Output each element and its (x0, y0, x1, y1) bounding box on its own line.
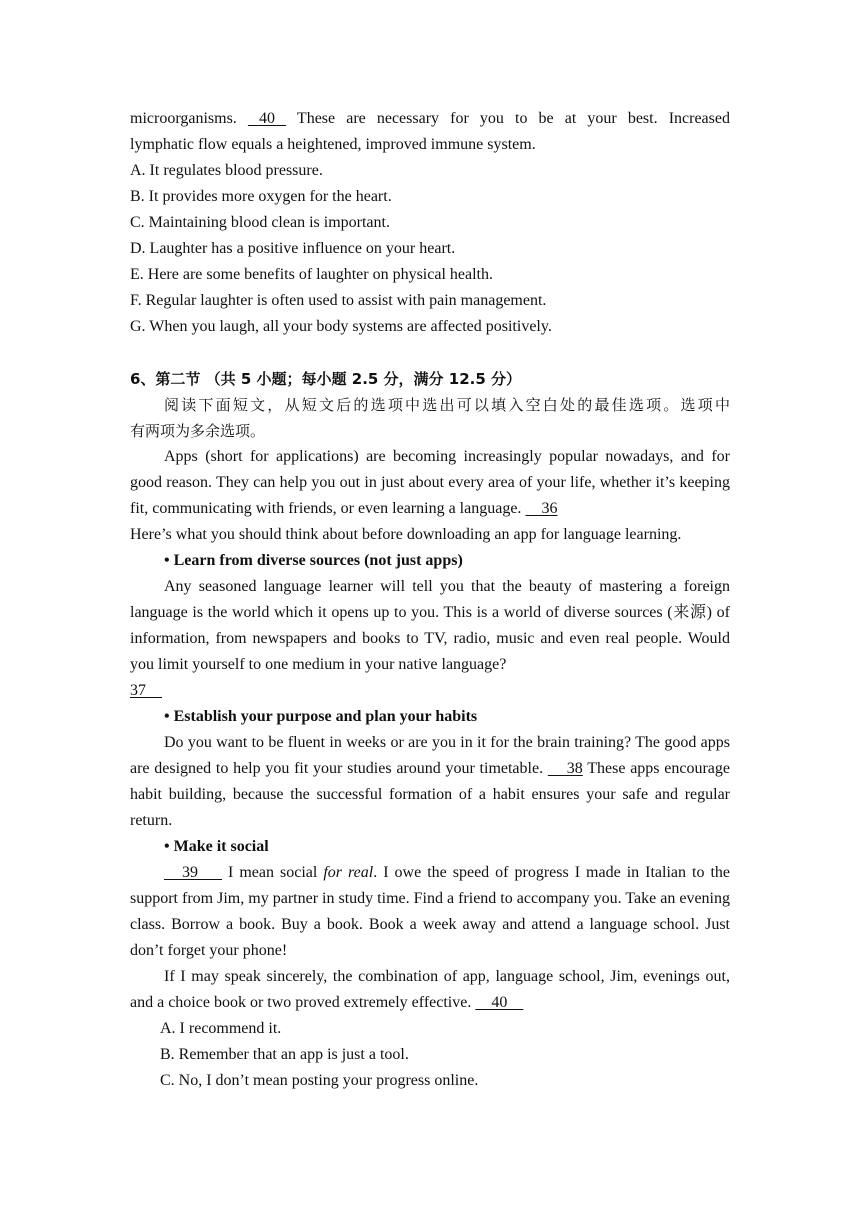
paragraph-4 (130, 860, 730, 964)
blank-40: 40 (475, 994, 524, 1011)
passage1-line2: lymphatic flow equals a heightened, improved immune system. (130, 136, 536, 153)
option-a: A. I recommend it. (160, 1020, 282, 1037)
italic-text: for real (323, 864, 374, 881)
blank-38: 38 (547, 760, 583, 777)
paragraph-text: If I may speak sincerely, the combination of app, language school, Jim, evenings out, and a choice book or two proved extremely effective. (130, 968, 730, 1011)
option-e: E. Here are some benefits of laughter on physical health. (130, 266, 493, 283)
paragraph-3 (130, 730, 730, 834)
paragraph-text: Do you want to be fluent in weeks or are you in it for the brain training? The good apps are designed to help you fit your studies around your timetable. (130, 734, 730, 777)
option-f: F. Regular laughter is often used to assist with pain management. (130, 292, 547, 309)
option-g: G. When you laugh, all your body systems are affected positively. (130, 318, 552, 335)
paragraph-1 (130, 444, 730, 548)
option-b: B. It provides more oxygen for the heart. (130, 188, 392, 205)
blank-39: 39 (164, 864, 223, 881)
passage1-text: microorganisms. (130, 110, 248, 127)
option-c: C. No, I don’t mean posting your progress online. (160, 1072, 479, 1089)
spacer (130, 340, 730, 366)
blank-40: 40 (247, 110, 287, 127)
instruction-line2: 有两项为多余选项。 (130, 422, 266, 440)
paragraph-text: Any seasoned language learner will tell you that the beauty of mastering a foreign language is the world which it opens up to you. This is a world of diverse sources (来源) of information, from newspapers and books to TV, radio, music and even real people. Would you limit yourself to one medium in your native language? (130, 578, 730, 673)
paragraph-text: . I owe the speed of progress I made in Italian to the support from Jim, my partner in study time. Find a friend to accompany you. Take an evening class. Borrow a book. Buy a book. Book a week away and attend a language school. Just don’t forget your phone! (130, 864, 731, 959)
paragraph-text: Apps (short for applications) are becoming increasingly popular nowadays, and for good reason. They can help you out in just about every area of your life, whether it’s keeping fit, communicating with friends, or even learning a language. (130, 448, 730, 517)
blank-36: 36 (525, 500, 558, 517)
subheading-diverse-sources: • Learn from diverse sources (not just apps) (164, 552, 463, 569)
blank-37: 37 (130, 682, 162, 699)
document-page (130, 106, 730, 1094)
option-c: C. Maintaining blood clean is important. (130, 214, 390, 231)
paragraph-text: These apps encourage habit building, because the successful formation of a habit ensures your safe and regular return. (130, 760, 730, 829)
option-a: A. It regulates blood pressure. (130, 162, 323, 179)
section-heading: 6、第二节 （共 5 小题；每小题 2.5 分，满分 12.5 分） (130, 370, 522, 388)
paragraph-text: Here’s what you should think about before downloading an app for language learning. (130, 526, 682, 543)
passage1-line1 (130, 106, 730, 132)
paragraph-2 (130, 574, 730, 704)
subheading-purpose-habits: • Establish your purpose and plan your habits (164, 708, 478, 725)
subheading-make-it-social: • Make it social (164, 838, 269, 855)
instruction-line1: 阅读下面短文，从短文后的选项中选出可以填入空白处的最佳选项。选项中 (164, 396, 730, 414)
passage1-text: These are necessary for you to be at your best. Increased (286, 110, 730, 127)
paragraph-text: I mean social (222, 864, 324, 881)
paragraph-5 (130, 964, 730, 1016)
option-d: D. Laughter has a positive influence on your heart. (130, 240, 456, 257)
option-b: B. Remember that an app is just a tool. (160, 1046, 409, 1063)
